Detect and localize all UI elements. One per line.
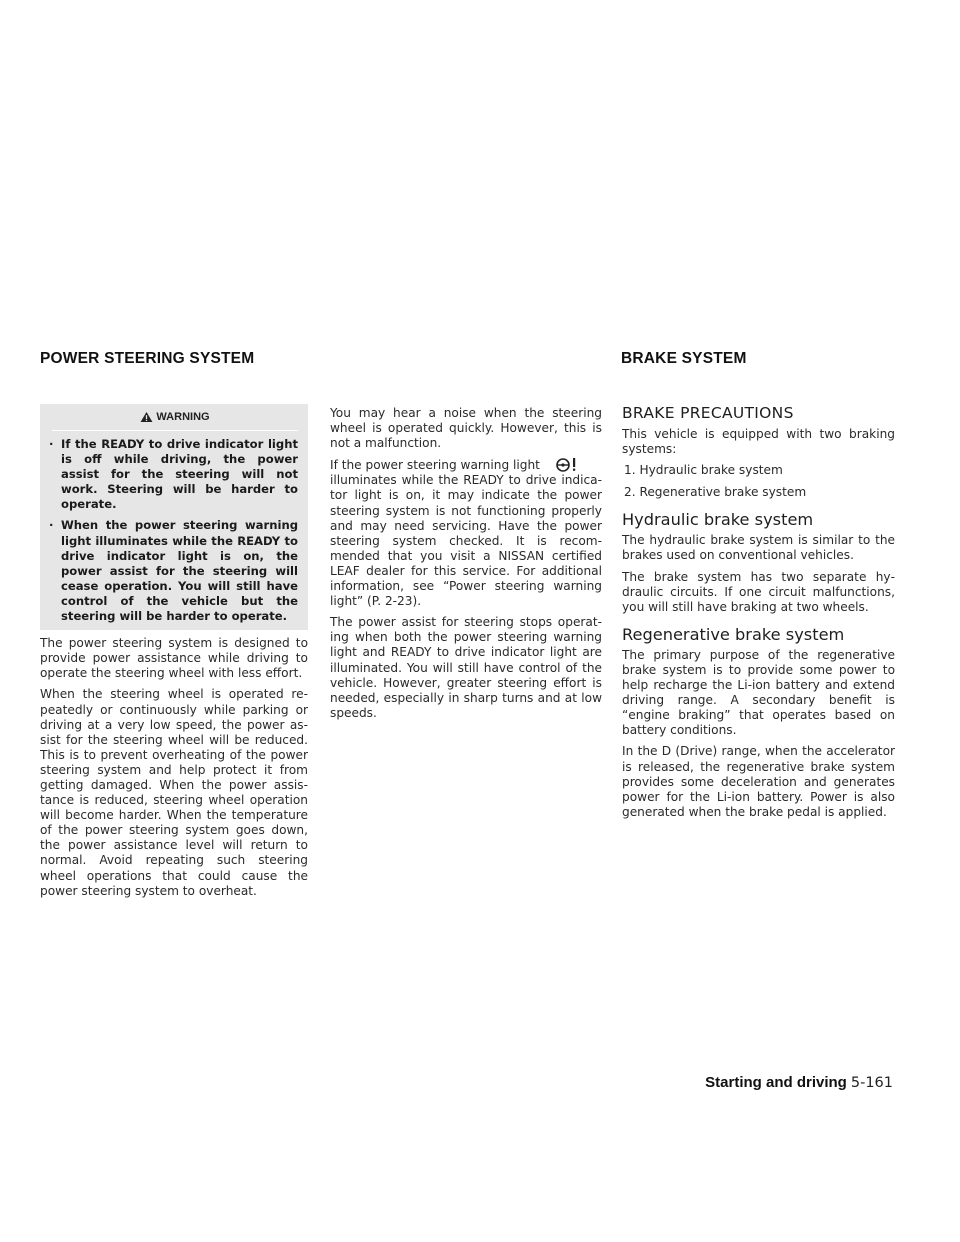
paragraph: The primary purpose of the regenerative brake system is to provide some power to help recharge the Li-ion battery and extend driving range. A secondary benefit is “engine braking” that operates based on battery conditions. xyxy=(622,647,895,738)
list-item: 1. Hydraulic brake system xyxy=(624,463,783,478)
paragraph: illuminates while the READY to drive indicator light is on, it may indicate the power steering system is not functioning properly and may need servicing. Have the power steering system checked. It is recommended that you visit a NISSAN certified LEAF dealer for this service. For additional information, see “Power steering warning light” (P. 2-23). xyxy=(330,473,602,609)
paragraph: This vehicle is equipped with two braking systems: xyxy=(622,427,895,457)
paragraph-with-icon xyxy=(330,457,602,473)
column-right xyxy=(622,404,895,826)
warning-title-bar xyxy=(52,404,298,431)
paragraph: When the steering wheel is operated repeatedly or continuously while parking or driving at a very low speed, the power assist for the steering wheel will be reduced. This is to prevent overheating of the power steering system and help protect it from getting damaged. When the power assistance is reduced, steering wheel operation will become harder. When the temperature of the power steering system goes down, the power assistance level will return to normal. Avoid repeating such steering wheel operations that could cause the power steering system to overheat. xyxy=(40,687,308,898)
warning-item: · If the READY to drive indicator light is off while driving, the power assist for the steering will not work. Steering will be harder to operate. xyxy=(52,437,298,512)
column-middle xyxy=(330,406,602,727)
paragraph: The power assist for steering stops operating when both the power steering warning light and READY to drive indicator light are illuminated. You will still have control of the vehicle. However, greater steering effort is needed, especially in sharp turns and at low speeds. xyxy=(330,615,602,720)
page-footer xyxy=(705,1074,893,1091)
paragraph: The brake system has two separate hydraulic circuits. If one circuit malfunctions, you will still have braking at two wheels. xyxy=(622,569,895,614)
brake-precautions-title: BRAKE PRECAUTIONS xyxy=(622,404,794,422)
regenerative-brake-title: Regenerative brake system xyxy=(622,624,845,644)
column-left xyxy=(40,404,308,905)
paragraph: The hydraulic brake system is similar to the brakes used on conventional vehicles. xyxy=(622,533,895,563)
list-item: 2. Regenerative brake system xyxy=(624,485,807,500)
paragraph: In the D (Drive) range, when the accelerator is released, the regenerative brake system provides some deceleration and generates power for the Li-ion battery. Power is also generated when the brake pedal is applied. xyxy=(622,744,895,819)
warning-triangle-icon xyxy=(140,411,153,423)
power-steering-warning-icon xyxy=(554,457,584,472)
section-heading-brake-system: BRAKE SYSTEM xyxy=(621,350,747,367)
warning-title: WARNING xyxy=(156,411,210,423)
warning-box xyxy=(40,404,308,630)
footer-page-number: 5-161 xyxy=(850,1075,893,1091)
paragraph-text: If the power steering warning light xyxy=(330,458,540,473)
warning-item: · When the power steering warning light illuminates while the READY to drive indicator light is on, the power assist for the steering will cease operation. You will still have control of the vehicle but the steering will be harder to operate. xyxy=(52,518,298,624)
hydraulic-brake-title: Hydraulic brake system xyxy=(622,510,814,530)
footer-chapter: Starting and driving xyxy=(705,1074,847,1091)
paragraph: You may hear a noise when the steering wheel is operated quickly. However, this is not a malfunction. xyxy=(330,406,602,451)
section-heading-power-steering: POWER STEERING SYSTEM xyxy=(40,350,255,367)
paragraph: The power steering system is designed to provide power assistance while driving to operate the steering wheel with less effort. xyxy=(40,636,308,681)
